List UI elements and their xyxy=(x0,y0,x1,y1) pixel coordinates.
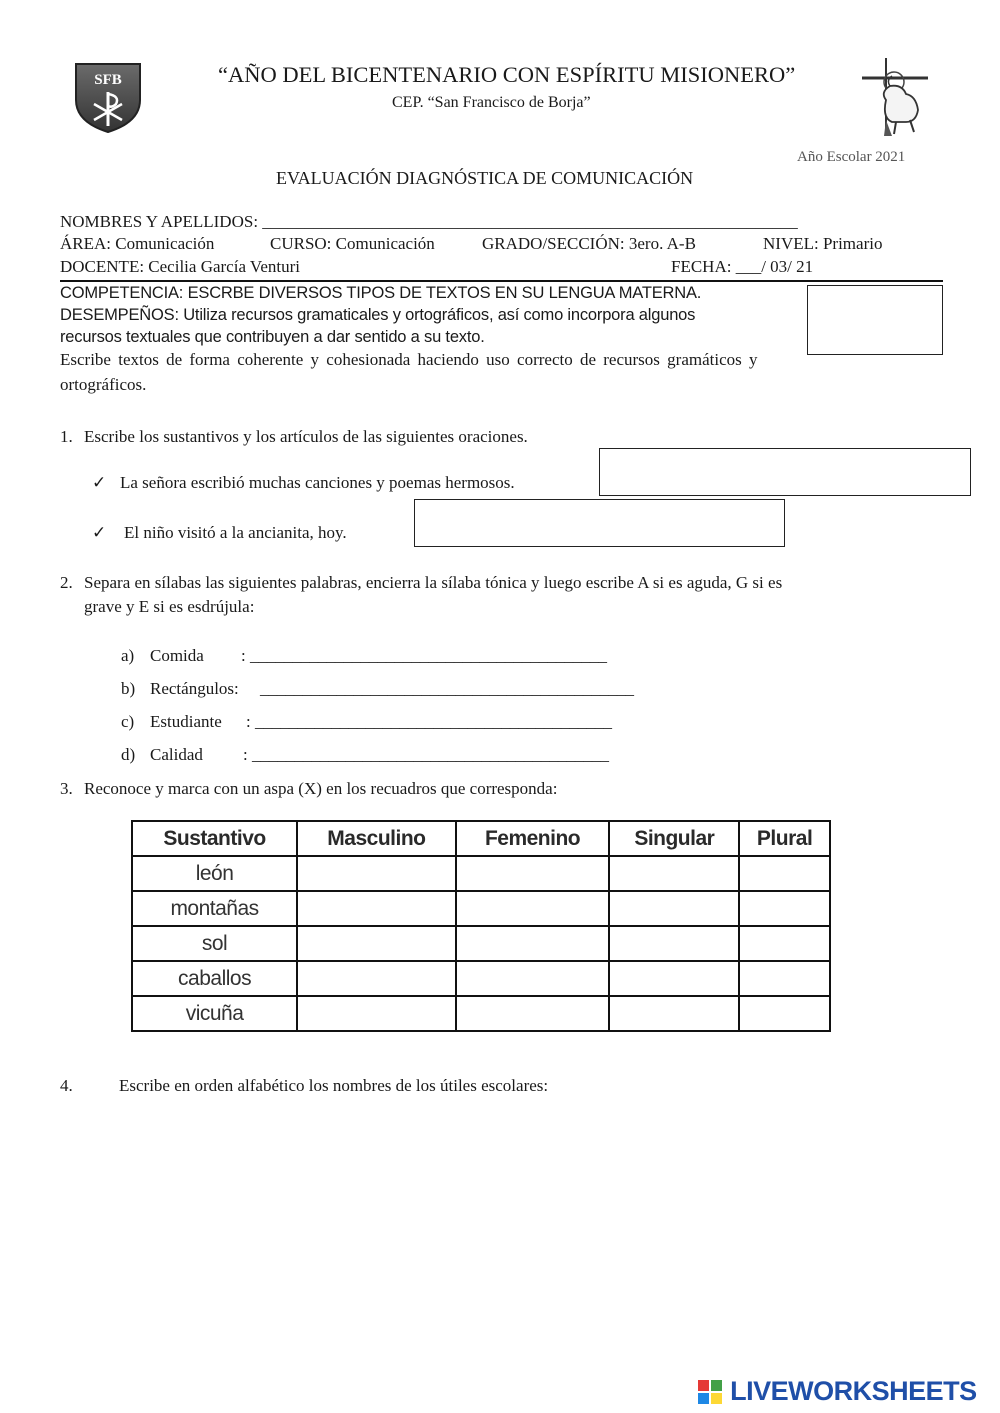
q1-answer-box-1[interactable] xyxy=(599,448,971,496)
singular-checkbox[interactable] xyxy=(609,856,739,891)
q3-number: 3. xyxy=(60,779,73,798)
liveworksheets-brand xyxy=(698,1376,977,1410)
lamb-emblem-logo xyxy=(856,56,932,140)
noun-cell: león xyxy=(132,856,297,891)
grade-box[interactable] xyxy=(807,285,943,355)
table-row xyxy=(132,856,830,891)
nivel-label: NIVEL: Primario xyxy=(763,234,883,253)
logo-text: SFB xyxy=(94,72,122,88)
liveworksheets-icon xyxy=(698,1380,722,1404)
plural-checkbox[interactable] xyxy=(739,961,830,996)
school-year: Año Escolar 2021 xyxy=(797,149,906,165)
docente-label: DOCENTE: Cecilia García Venturi xyxy=(60,257,300,276)
q1-instruction: Escribe los sustantivos y los artículos de las siguientes oraciones. xyxy=(84,427,528,446)
noun-cell: caballos xyxy=(132,961,297,996)
desempenos-line-2: recursos textuales que contribuyen a dar sentido a su texto. xyxy=(60,328,485,346)
q1-number: 1. xyxy=(60,427,73,446)
singular-checkbox[interactable] xyxy=(609,891,739,926)
q1-sentence-1: La señora escribió muchas canciones y poemas hermosos. xyxy=(120,473,515,492)
header-plural: Plural xyxy=(739,821,830,856)
divider-line xyxy=(60,280,943,282)
fecha-label: FECHA: ___/ 03/ 21 xyxy=(671,257,814,276)
q2-item-letter: b) xyxy=(121,679,136,698)
q2-item-letter: c) xyxy=(121,712,135,731)
q2-answer-line[interactable]: ____________________________________________ xyxy=(260,679,634,698)
q2-instruction-line-1: Separa en sílabas las siguientes palabras, encierra la sílaba tónica y luego escribe A si es aguda, G si es xyxy=(84,573,783,592)
header-singular: Singular xyxy=(609,821,739,856)
desempenos-text: Utiliza recursos gramaticales y ortográficos, así como incorpora algunos xyxy=(183,306,696,324)
plural-checkbox[interactable] xyxy=(739,891,830,926)
checkmark-icon: ✓ xyxy=(92,523,107,542)
school-shield-logo xyxy=(72,60,144,134)
checkmark-icon: ✓ xyxy=(92,473,107,492)
desempenos-line xyxy=(60,306,695,325)
femenino-checkbox[interactable] xyxy=(456,926,610,961)
table-header-row xyxy=(132,821,830,856)
desempenos-line-4: ortográficos. xyxy=(60,375,147,394)
q2-answer-line[interactable]: : __________________________________________ xyxy=(246,712,612,731)
singular-checkbox[interactable] xyxy=(609,961,739,996)
names-row xyxy=(60,212,798,232)
plural-checkbox[interactable] xyxy=(739,926,830,961)
names-blank[interactable]: _______________________________________________________________ xyxy=(262,212,798,231)
table-row xyxy=(132,996,830,1031)
singular-checkbox[interactable] xyxy=(609,996,739,1031)
femenino-checkbox[interactable] xyxy=(456,961,610,996)
q3-instruction: Reconoce y marca con un aspa (X) en los recuadros que corresponda: xyxy=(84,779,558,798)
q4-instruction: Escribe en orden alfabético los nombres de los útiles escolares: xyxy=(119,1076,549,1095)
noun-classification-table xyxy=(131,820,831,1032)
q2-item-word: Calidad xyxy=(150,745,203,764)
plural-checkbox[interactable] xyxy=(739,856,830,891)
q1-sentence-2: El niño visitó a la ancianita, hoy. xyxy=(124,523,347,542)
femenino-checkbox[interactable] xyxy=(456,891,610,926)
femenino-checkbox[interactable] xyxy=(456,856,610,891)
q1-answer-box-2[interactable] xyxy=(414,499,785,547)
q4-number: 4. xyxy=(60,1076,73,1095)
table-row xyxy=(132,926,830,961)
q2-item-letter: d) xyxy=(121,745,136,764)
q2-item-word: Estudiante xyxy=(150,712,222,731)
exam-title: EVALUACIÓN DIAGNÓSTICA DE COMUNICACIÓN xyxy=(276,168,694,188)
liveworksheets-wordmark: LIVEWORKSHEETS xyxy=(730,1376,977,1406)
header-femenino: Femenino xyxy=(456,821,610,856)
desempenos-line-3: Escribe textos de forma coherente y cohesionada haciendo uso correcto de recursos gramáticos y xyxy=(60,350,758,369)
masculino-checkbox[interactable] xyxy=(297,961,456,996)
q2-answer-line[interactable]: : __________________________________________ xyxy=(243,745,609,764)
competencia-line: COMPETENCIA: ESCRBE DIVERSOS TIPOS DE TEXTOS EN SU LENGUA MATERNA. xyxy=(60,284,702,302)
noun-cell: vicuña xyxy=(132,996,297,1031)
header-sustantivo: Sustantivo xyxy=(132,821,297,856)
names-label: NOMBRES Y APELLIDOS: xyxy=(60,212,259,231)
femenino-checkbox[interactable] xyxy=(456,996,610,1031)
school-name: CEP. “San Francisco de Borja” xyxy=(392,94,591,111)
q2-answer-line[interactable]: : __________________________________________ xyxy=(241,646,607,665)
masculino-checkbox[interactable] xyxy=(297,996,456,1031)
table-row xyxy=(132,891,830,926)
masculino-checkbox[interactable] xyxy=(297,856,456,891)
q2-item-word: Rectángulos: xyxy=(150,679,239,698)
masculino-checkbox[interactable] xyxy=(297,891,456,926)
q2-number: 2. xyxy=(60,573,73,592)
header-masculino: Masculino xyxy=(297,821,456,856)
plural-checkbox[interactable] xyxy=(739,996,830,1031)
curso-label: CURSO: Comunicación xyxy=(270,234,435,253)
q2-instruction-line-2: grave y E si es esdrújula: xyxy=(84,597,255,616)
noun-cell: montañas xyxy=(132,891,297,926)
masculino-checkbox[interactable] xyxy=(297,926,456,961)
area-label: ÁREA: Comunicación xyxy=(60,234,215,253)
q2-item-word: Comida xyxy=(150,646,204,665)
motto-heading: “AÑO DEL BICENTENARIO CON ESPÍRITU MISIONERO” xyxy=(218,62,796,87)
q2-item-letter: a) xyxy=(121,646,135,665)
singular-checkbox[interactable] xyxy=(609,926,739,961)
noun-cell: sol xyxy=(132,926,297,961)
desempenos-label: DESEMPEÑOS: xyxy=(60,306,179,324)
table-row xyxy=(132,961,830,996)
grado-label: GRADO/SECCIÓN: 3ero. A-B xyxy=(482,234,696,253)
